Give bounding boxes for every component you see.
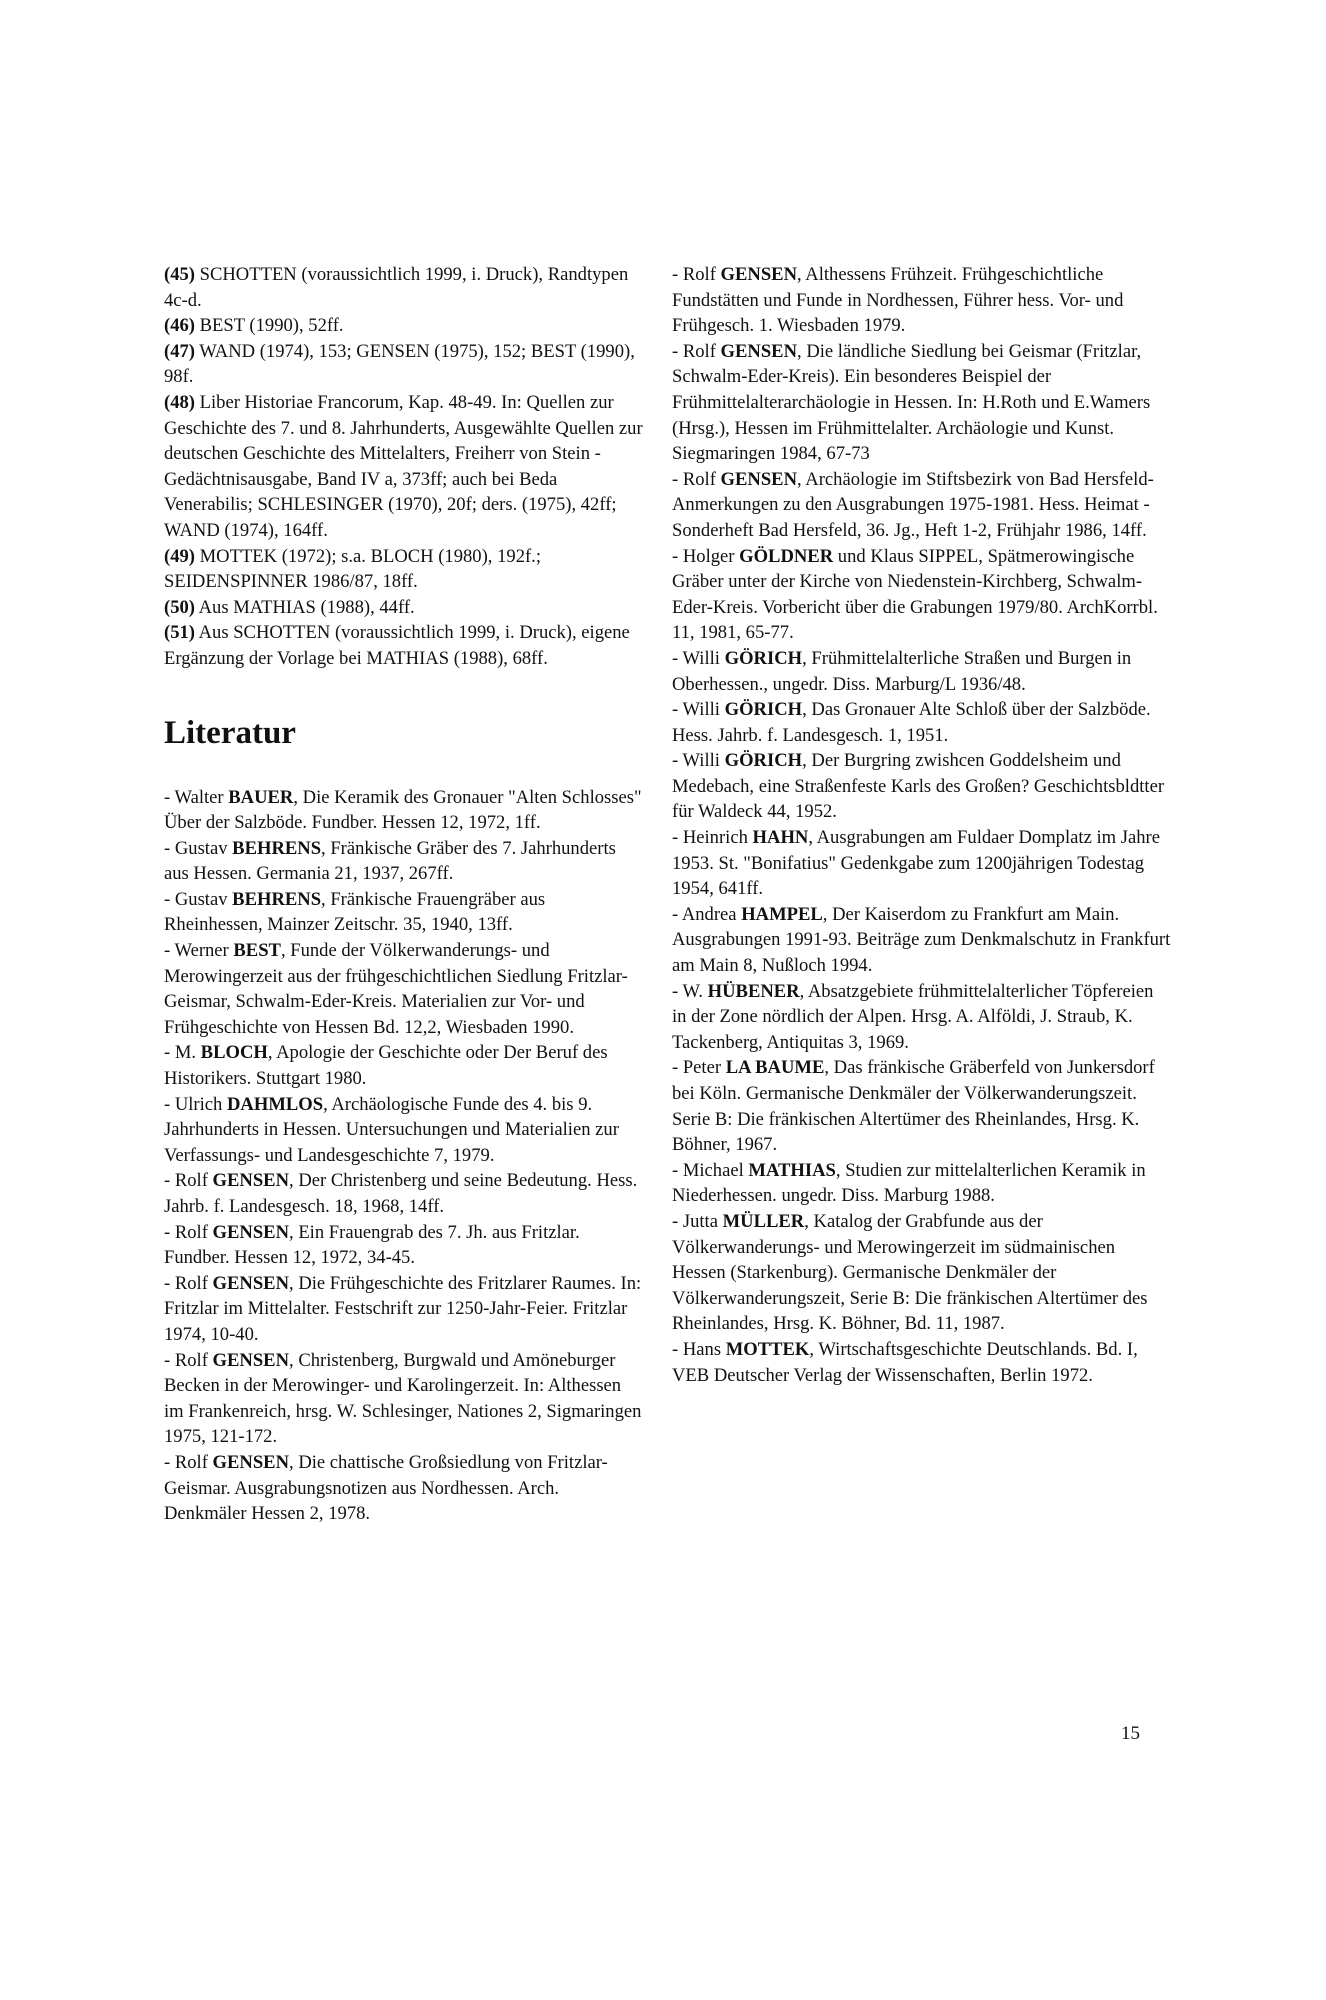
literature-entry — [164, 1168, 644, 1219]
entry-text: , Wirtschaftsgeschichte Deutschlands. Bd. I, VEB Deutscher Verlag der Wissenschaften, Berlin 1972. — [672, 1338, 1138, 1386]
right-column — [672, 262, 1172, 1388]
footnote-text: Aus MATHIAS (1988), 44ff. — [194, 596, 415, 618]
entry-prefix: - Rolf — [672, 340, 721, 362]
entry-author: MOTTEK — [725, 1338, 810, 1360]
entry-text: , Die ländliche Siedlung bei Geismar (Fritzlar, Schwalm-Eder-Kreis). Ein besonderes Beispiel der Frühmittelalterarchäologie in Hessen. In: H.Roth und E.Wamers (Hrsg.), Hessen im Frühmittelalter. Archäologie und Kunst. Siegmaringen 1984, 67-73 — [672, 340, 1151, 465]
footnote — [164, 339, 644, 390]
page-number: 15 — [1121, 1723, 1140, 1744]
entry-prefix: - Willi — [672, 699, 725, 721]
entry-author: BAUER — [228, 786, 294, 808]
literature-entry — [672, 1209, 1172, 1337]
left-column — [164, 262, 644, 1527]
literature-entry — [164, 785, 644, 836]
literature-entry — [164, 887, 644, 938]
footnote-number: (51) — [164, 622, 195, 644]
footnote-number: (46) — [164, 315, 195, 337]
entry-text: , Absatzgebiete frühmittelalterlicher Töpfereien in der Zone nördlich der Alpen. Hrsg. A. Alföldi, J. Straub, K. Tackenberg, Antiquitas 3, 1969. — [672, 980, 1154, 1053]
footnote-text: MOTTEK (1972); s.a. BLOCH (1980), 192f.; SEIDENSPINNER 1986/87, 18ff. — [164, 545, 541, 593]
entry-text: , Die Frühgeschichte des Fritzlarer Raumes. In: Fritzlar im Mittelalter. Festschrift zur 1250-Jahr-Feier. Fritzlar 1974, 10-40. — [164, 1272, 642, 1345]
entry-text: , Der Christenberg und seine Bedeutung. Hess. Jahrb. f. Landesgesch. 18, 1968, 14ff. — [164, 1170, 638, 1217]
footnote — [164, 544, 644, 595]
literature-entry — [672, 697, 1172, 748]
entry-author: GENSEN — [212, 1272, 290, 1294]
literature-entry — [164, 836, 644, 887]
literature-entry — [164, 1271, 644, 1348]
entry-text: , Studien zur mittelalterlichen Keramik in Niederhessen. ungedr. Diss. Marburg 1988. — [672, 1159, 1146, 1207]
entry-author: GENSEN — [720, 468, 798, 490]
footnote-text: WAND (1974), 153; GENSEN (1975), 152; BEST (1990), 98f. — [164, 340, 635, 388]
entry-prefix: - Werner — [164, 940, 234, 962]
literature-entry — [672, 979, 1172, 1056]
entry-text: , Funde der Völkerwanderungs- und Merowingerzeit aus der frühgeschichtlichen Siedlung Fritzlar-Geismar, Schwalm-Eder-Kreis. Materialien zur Vor- und Frühgeschichte von Hessen Bd. 12,2, Wiesbaden 1990. — [164, 940, 628, 1038]
entry-author: GÖRICH — [724, 750, 803, 772]
entry-text: , Althessens Frühzeit. Frühgeschichtliche Fundstätten und Funde in Nordhessen, Führer hess. Vor- und Frühgesch. 1. Wiesbaden 1979. — [672, 264, 1124, 337]
entry-text: , Frühmittelalterliche Straßen und Burgen in Oberhessen., ungedr. Diss. Marburg/L 1936/48. — [672, 647, 1132, 695]
literature-entry — [164, 1040, 644, 1091]
footnote — [164, 595, 644, 621]
literature-entry — [164, 1092, 644, 1169]
entry-text: , Der Kaiserdom zu Frankfurt am Main. Ausgrabungen 1991-93. Beiträge zum Denkmalschutz in Frankfurt am Main 8, Nußloch 1994. — [672, 903, 1171, 977]
entry-prefix: - Hans — [672, 1338, 726, 1360]
entry-text: , Der Burgring zwishcen Goddelsheim und Medebach, eine Straßenfeste Karls des Großen? Geschichtsbldtter für Waldeck 44, 1952. — [672, 750, 1165, 823]
entry-prefix: - Ulrich — [164, 1093, 227, 1115]
entry-text: , Archäologische Funde des 4. bis 9. Jahrhunderts in Hessen. Untersuchungen und Materialien zur Verfassungs- und Landesgeschichte 7, 1979. — [164, 1093, 619, 1166]
literature-entry — [672, 646, 1172, 697]
footnote-number: (48) — [164, 391, 195, 413]
literature-entry — [672, 1055, 1172, 1157]
literature-entry — [672, 748, 1172, 825]
entry-prefix: - Rolf — [164, 1170, 213, 1192]
entry-author: DAHMLOS — [227, 1093, 324, 1115]
entry-prefix: - Andrea — [672, 903, 742, 925]
footnote-text: Liber Historiae Francorum, Kap. 48-49. In: Quellen zur Geschichte des 7. und 8. Jahrhunderts, Ausgewählte Quellen zur deutschen Geschichte des Mittelalters, Freiherr von Stein - Gedächtnisausgabe, Band IV a, 373ff; auch bei Beda Venerabilis; SCHLESINGER (1970), 20f; ders. (1975), 42ff; WAND (1974), 164ff. — [164, 391, 643, 541]
footnote-number: (49) — [164, 545, 195, 567]
entry-author: BEHRENS — [232, 888, 322, 910]
footnote — [164, 390, 644, 544]
entry-text: , Fränkische Frauengräber aus Rheinhessen, Mainzer Zeitschr. 35, 1940, 13ff. — [164, 888, 546, 936]
literature-entry — [672, 1158, 1172, 1209]
entry-text: , Die Keramik des Gronauer "Alten Schlosses" Über der Salzböde. Fundber. Hessen 12, 1972, 1ff. — [164, 786, 642, 834]
footnotes — [164, 262, 644, 672]
entry-prefix: - Michael — [672, 1159, 749, 1181]
literature-entry — [164, 1220, 644, 1271]
entry-author: LA BAUME — [725, 1057, 825, 1079]
entry-prefix: - Rolf — [672, 264, 721, 285]
entry-author: GÖLDNER — [739, 545, 834, 567]
entry-prefix: - Heinrich — [672, 827, 753, 849]
entry-prefix: - Holger — [672, 545, 740, 567]
entry-author: GENSEN — [720, 340, 798, 362]
entry-prefix: - Gustav — [164, 888, 233, 910]
entry-author: HÜBENER — [707, 980, 800, 1002]
entry-author: HAMPEL — [741, 903, 823, 925]
entry-prefix: - Rolf — [164, 1451, 213, 1473]
entry-text: und Klaus SIPPEL, Spätmerowingische Gräber unter der Kirche von Niedenstein-Kirchberg, Schwalm-Eder-Kreis. Vorbericht über die Grabungen 1979/80. ArchKorrbl. 11, 1981, 65-77. — [672, 545, 1158, 644]
footnote — [164, 262, 644, 313]
literature-entry — [672, 262, 1172, 339]
entry-prefix: - Peter — [672, 1057, 726, 1079]
entry-prefix: - Jutta — [672, 1210, 723, 1232]
entry-prefix: - Rolf — [164, 1272, 213, 1294]
section-heading: Literatur — [164, 714, 296, 751]
entry-author: GENSEN — [212, 1349, 290, 1371]
footnote-text: BEST (1990), 52ff. — [194, 315, 344, 337]
entry-text: , Ein Frauengrab des 7. Jh. aus Fritzlar. Fundber. Hessen 12, 1972, 34-45. — [164, 1221, 580, 1269]
entry-author: BLOCH — [200, 1042, 268, 1064]
literature-entry — [672, 1337, 1172, 1388]
literature-entry — [672, 544, 1172, 646]
footnote — [164, 620, 644, 671]
entry-text: , Archäologie im Stiftsbezirk von Bad Hersfeld-Anmerkungen zu den Ausgrabungen 1975-1981. Hess. Heimat - Sonderheft Bad Hersfeld, 36. Jg., Heft 1-2, Frühjahr 1986, 14ff. — [672, 468, 1154, 541]
literature-entry — [672, 467, 1172, 544]
literature-entry — [672, 902, 1172, 979]
entry-author: GENSEN — [720, 264, 798, 285]
entry-author: GENSEN — [212, 1170, 290, 1192]
entry-prefix: - Walter — [164, 786, 229, 808]
entry-author: MÜLLER — [722, 1210, 805, 1232]
entry-text: , Die chattische Großsiedlung von Fritzlar-Geismar. Ausgrabungsnotizen aus Nordhessen. Arch. Denkmäler Hessen 2, 1978. — [164, 1451, 608, 1525]
literature-list-left — [164, 785, 644, 1527]
entry-prefix: - Rolf — [164, 1221, 213, 1243]
literature-entry — [164, 1450, 644, 1527]
entry-prefix: - Willi — [672, 647, 725, 669]
entry-author: MATHIAS — [748, 1159, 836, 1181]
entry-prefix: - Gustav — [164, 837, 233, 859]
entry-prefix: - Rolf — [672, 468, 721, 490]
literature-list-right — [672, 262, 1172, 1388]
entry-text: , Fränkische Gräber des 7. Jahrhunderts aus Hessen. Germania 21, 1937, 267ff. — [164, 837, 616, 885]
entry-author: HAHN — [752, 827, 809, 849]
footnote-number: (50) — [164, 596, 195, 618]
entry-author: BEHRENS — [232, 837, 322, 859]
entry-text: , Ausgrabungen am Fuldaer Domplatz im Jahre 1953. St. "Bonifatius" Gedenkgabe zum 1200jährigen Todestag 1954, 641ff. — [672, 827, 1160, 900]
literature-entry — [672, 339, 1172, 467]
entry-prefix: - Willi — [672, 750, 725, 772]
entry-prefix: - M. — [164, 1042, 201, 1064]
literature-entry — [164, 1348, 644, 1450]
footnote-number: (47) — [164, 340, 195, 362]
footnote-text: SCHOTTEN (voraussichtlich 1999, i. Druck), Randtypen 4c-d. — [164, 264, 629, 311]
entry-text: , Das Gronauer Alte Schloß über der Salzböde. Hess. Jahrb. f. Landesgesch. 1, 1951. — [672, 699, 1151, 746]
footnote — [164, 313, 644, 339]
entry-text: , Christenberg, Burgwald und Amöneburger Becken in der Merowinger- und Karolingerzeit. In: Althessen im Frankenreich, hrsg. W. Schlesinger, Nationes 2, Sigmaringen 1975, 121-172. — [164, 1349, 642, 1448]
entry-prefix: - W. — [672, 980, 708, 1002]
entry-prefix: - Rolf — [164, 1349, 213, 1371]
entry-text: , Apologie der Geschichte oder Der Beruf des Historikers. Stuttgart 1980. — [164, 1042, 608, 1090]
entry-text: , Das fränkische Gräberfeld von Junkersdorf bei Köln. Germanische Denkmäler der Völkerwanderungszeit. Serie B: Die fränkischen Altertümer des Rheinlandes, Hrsg. K. Böhner, 1967. — [672, 1057, 1155, 1156]
entry-author: BEST — [233, 940, 281, 962]
footnote-number: (45) — [164, 264, 195, 285]
entry-author: GENSEN — [212, 1451, 290, 1473]
literature-entry — [164, 938, 644, 1040]
entry-author: GÖRICH — [724, 699, 803, 721]
footnote-text: Aus SCHOTTEN (voraussichtlich 1999, i. Druck), eigene Ergänzung der Vorlage bei MATHIAS (1988), 68ff. — [164, 622, 630, 669]
entry-author: GENSEN — [212, 1221, 290, 1243]
entry-author: GÖRICH — [724, 647, 803, 669]
entry-text: , Katalog der Grabfunde aus der Völkerwanderungs- und Merowingerzeit im südmainischen Hessen (Starkenburg). Germanische Denkmäler der Völkerwanderungszeit, Serie B: Die fränkischen Altertümer des Rheinlandes, Hrsg. K. Böhner, Bd. 11, 1987. — [672, 1210, 1148, 1335]
literature-entry — [672, 825, 1172, 902]
